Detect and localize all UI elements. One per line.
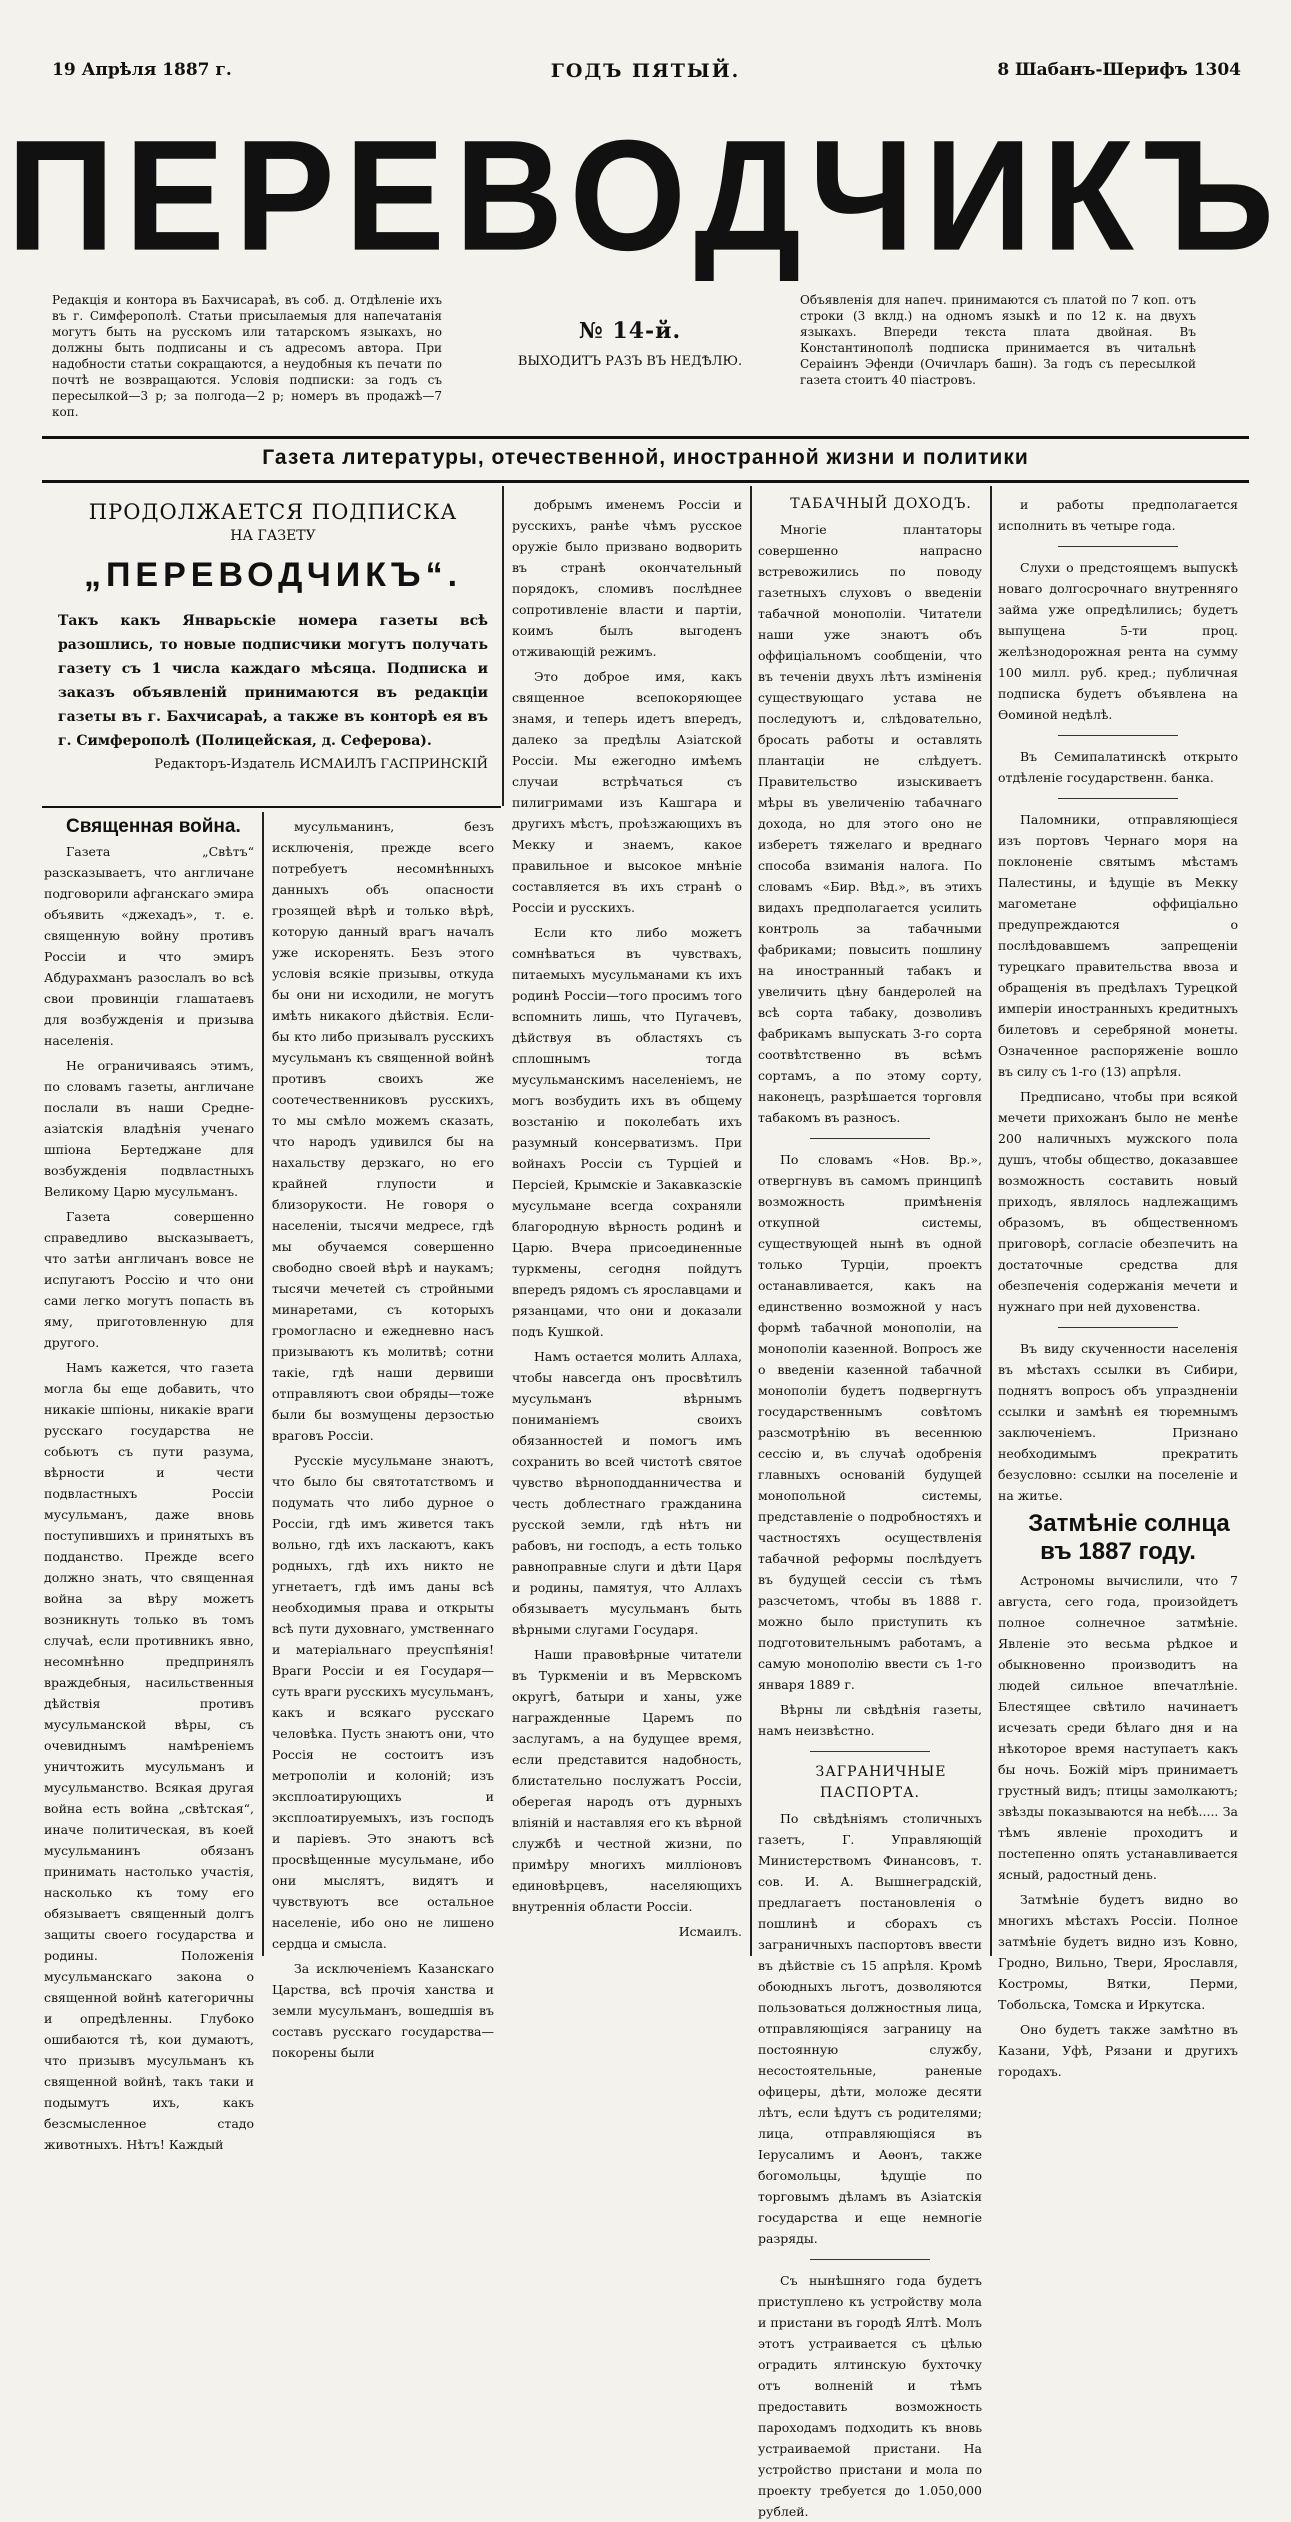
paragraph: По словамъ «Нов. Вр.», отвергнувъ въ самомъ принципѣ возможность примѣненія откупной системы, существующей нынѣ въ одной только Турціи, проектъ останавливается, какъ на единственно возможной у насъ формѣ табачной монополіи, на монополіи казенной. Вопросъ же о введеніи казенной табачной монополіи будетъ подвергнутъ государственнымъ совѣтомъ разсмотрѣнію въ весеннюю сессію и, въ случаѣ одобренія главныхъ основаній будущей монопольной системы, представленіе о подробностяхъ и частностяхъ осуществленія табачной реформы послѣдуетъ въ будущей сессіи съ тѣмъ разсчетомъ, чтобы въ 1888 г. можно было приступить къ подготовительнымъ работамъ, а самую монополію ввести съ 1-го января 1889 г. xyxy=(758,1152,982,1692)
subscription-notice xyxy=(58,500,488,772)
paragraph: Если кто либо можетъ сомнѣваться въ чувствахъ, питаемыхъ мусульманами къ ихъ родинѣ Россіи—того просимъ того вспомнить лишь, что Пугачевъ, дѣйствуя въ областяхъ съ сплошнымъ тогда мусульманскимъ населеніемъ, не могъ возбудить ихъ въ общему возстанію и поколебать ихъ разумный консерватизмъ. При войнахъ Россіи съ Турціей и Персіей, Крымскіе и Закавказскіе мусульмане всегда сохраняли благородную вѣрность родинѣ и Царю. Вчера присоединенные туркмены, сегодня пойдутъ впередъ рядомъ съ ярославцами и рязанцами, что они и доказали подъ Кушкой. xyxy=(512,925,742,1339)
paragraph: По свѣдѣніямъ столичныхъ газетъ, Г. Управляющій Министерствомъ Финансовъ, т. сов. И. А. Вышнеградскій, предлагаетъ постановленія о пошлинѣ и сборахъ съ заграничныхъ паспортовъ ввести въ дѣйствіе съ 15 апрѣля. Кромѣ обоюдныхъ льготъ, дозволяются пользоваться должностныя лица, отправляющіяся заграницу на постоянную службу, несостоятельные, раненые офицеры, дѣти, моложе десяти лѣтъ, если ѣдутъ съ родителями; лица, отправляющіяся въ Іерусалимъ и Аѳонъ, также богомольцы, ѣдущіе по торговымъ дѣламъ въ Азіатскія государства и еще немногіе разряды. xyxy=(758,1811,982,2246)
newspaper-title: ПЕРЕВОДЧИКЪ xyxy=(6,106,1285,284)
paragraph: Астрономы вычислили, что 7 августа, сего года, произойдетъ полное солнечное затмѣніе. Явленіе это весьма рѣдкое и обыкновенно производитъ на людей сильное впечатлѣніе. Блестящее свѣтило начинаетъ исчезать среди бѣлаго дня и на нѣкоторое время наступаетъ какъ бы ночь. Божій міръ принимаетъ грустный видъ; птицы замолкаютъ; звѣзды показываются на небѣ..... За тѣмъ явленіе проходитъ и постепенно опять устанавливается ясный, радостный день. xyxy=(998,1573,1238,1882)
paragraph: Паломники, отправляющіеся изъ портовъ Чернаго моря на поклоненіе святымъ мѣстамъ Палестины, и ѣдущіе въ Мекку магометане оффиціально предупреждаются о послѣдовавшемъ запрещеніи турецкаго правительства ввоза и обращенія въ предѣлахъ Турецкой имперіи иностранныхъ кредитныхъ билетовъ и серебряной монеты. Означенное распоряженіе вошло въ силу съ 1-го (13) апрѣля. xyxy=(998,812,1238,1079)
paragraph: добрымъ именемъ Россіи и русскихъ, ранѣе чѣмъ русское оружіе было призвано водворить въ странѣ окончательный порядокъ, сломивъ послѣднее сопротивленіе власти и партіи, коимъ былъ выгоденъ отживающій режимъ. xyxy=(512,497,742,659)
article-column-3 xyxy=(512,494,742,1956)
header-rule-bottom xyxy=(42,480,1249,483)
column-divider xyxy=(502,486,504,806)
subscription-subtitle: НА ГАЗЕТУ xyxy=(230,528,316,544)
editorial-info: Редакція и контора въ Бахчисараѣ, въ соб. д. Отдѣленіе ихъ въ г. Симферополѣ. Статьи присылаемыя для напечатанія могутъ быть на русскомъ или татарскомъ языкахъ, но должны быть подписаны и съ адресомъ автора. При надобности статьи сокращаются, а неудобныя къ печати по почтѣ не возвращаются. Условія подписки: за годъ съ пересылкой—3 р; за полгода—2 р; номеръ въ продажѣ—7 коп. xyxy=(52,293,442,419)
paragraph: Многіе плантаторы совершенно напрасно встревожились по поводу газетныхъ слуховъ о введеніи табачной монополіи. Читатели наши уже знаютъ объ оффиціальномъ сообщеніи, что въ теченіи двухъ лѣтъ изміненія существующаго устава не последуютъ и, слѣдовательно, бросать работы и оставлять плантаціи не слѣдуетъ. Правительство изыскиваетъ мѣры въ увеличенію табачнаго дохода, но для этого оно не изберетъ тяжелаго и вреднаго способа взиманія налога. По словамъ «Бир. Вѣд.», въ этихъ видахъ предполагается усилить контроль за табачными фабриками; повысить пошлину на иностранный табакъ и увеличить цѣну бандеролей на всѣ сорта табаку, дозволивъ фабрикамъ выпускать 3-го сорта соотвѣтственно въ всѣмъ сортамъ, а по этому сорту, наконецъ, разрѣшается торговля табакомъ въ разносъ. xyxy=(758,522,982,1125)
separator xyxy=(810,1751,930,1752)
separator xyxy=(1058,735,1178,736)
issue-number: № 14-й. xyxy=(578,318,682,344)
paragraph: Въ Семипалатинскѣ открыто отдѣленіе государственн. банка. xyxy=(998,749,1238,785)
paragraph: За исключеніемъ Казанскаго Царства, всѣ прочія ханства и земли мусульманъ, вошедшія въ составъ русскаго государства—покорены были xyxy=(272,1961,494,2060)
issue-date: 19 Апрѣля 1887 г. xyxy=(52,60,232,80)
paragraph: Затмѣніе будетъ видно во многихъ мѣстахъ Россіи. Полное затмѣніе будетъ видно изъ Ковно, Гродно, Вильно, Твери, Ярославля, Костромы, Вятки, Перми, Тобольска, Томска и Иркутска. xyxy=(998,1892,1238,2012)
article-title: ТАБАЧНЫЙ ДОХОДЪ. xyxy=(790,496,972,512)
article-title: ЗАГРАНИЧНЫЕ ПАСПОРТА. xyxy=(815,1764,947,1801)
separator xyxy=(1058,798,1178,799)
separator xyxy=(810,2259,930,2260)
publication-year: ГОДЪ ПЯТЫЙ. xyxy=(550,60,741,82)
paragraph: Оно будетъ также замѣтно въ Казани, Уфѣ, Рязани и другихъ городахъ. xyxy=(998,2022,1238,2079)
paragraph: Газета „Свѣтъ“ разсказываетъ, что англичане подговорили афганскаго эмира объявить «джехадъ», т. е. священную войну противъ Россіи и что эмиръ Абдурахманъ разослалъ во всѣ свои провинціи глашатаевъ для возбужденія и призыва населенія. xyxy=(44,844,254,1048)
column-divider xyxy=(262,812,264,1956)
paragraph: Предписано, чтобы при всякой мечети прихожанъ было не менѣе 200 наличныхъ мужского пола душъ, чтобы общество, доказавшее возможность составить новый приходъ, являлось надлежащимъ образомъ, въ общественномъ приговорѣ, согласіе обезпечить на достаточные средства для обезпеченія содержанія мечети и нужнаго при ней духовенства. xyxy=(998,1089,1238,1314)
paragraph: Это доброе имя, какъ священное всепокоряющее знамя, и теперь идетъ впередъ, далеко за предѣлы Азіатской Россіи. Мы ежегодно имѣемъ случаи встрѣчаться съ пилигримами изъ Кашгара и другихъ мѣстъ, проѣзжающихъ въ Мекку и знаемъ, какое правильное и высокое мнѣніе составляется въ ихъ странѣ о Россіи и русскихъ. xyxy=(512,669,742,915)
paragraph: и работы предполагается исполнить въ четыре года. xyxy=(998,497,1238,533)
paragraph: Намъ остается молить Аллаха, чтобы навсегда онъ просвѣтилъ мусульманъ вѣрнымъ пониманіемъ своихъ обязанностей и помогъ имъ сохранить во всей чистотѣ святое чувство вѣрноподданничества и честь доблестнаго гражданина русской земли, гдѣ нѣтъ ни рабовъ, ни господъ, а есть только равноправные слуги и дѣти Царя и родины, памятуя, что Аллахъ обязываетъ мусульманъ быть вѣрными слугами Государя. xyxy=(512,1349,742,1637)
separator xyxy=(1058,1327,1178,1328)
subscription-text: Такъ какъ Январьскіе номера газеты всѣ разошлись, то новые подписчики могутъ получать газету съ 1 числа каждаго мѣсяца. Подписка и заказъ объявленій принимаются въ редакціи газеты въ г. Бахчисараѣ, а также въ конторѣ ея въ г. Симферополѣ (Полицейская, д. Сеферова). xyxy=(58,613,488,749)
paragraph: Вѣрны ли свѣдѣнія газеты, намъ неизвѣстно. xyxy=(758,1702,982,1738)
issue-frequency: ВЫХОДИТЪ РАЗЪ ВЪ НЕДѢЛЮ. xyxy=(517,354,743,369)
paragraph: Газета совершенно справедливо высказываетъ, что затѣи англичанъ вовсе не испугаютъ Россію и что они сами легко могутъ попасть въ яму, приготовленную для другого. xyxy=(44,1209,254,1350)
subscription-title: ПРОДОЛЖАЕТСЯ ПОДПИСКА xyxy=(88,500,458,524)
article-title: Священная война. xyxy=(66,816,241,837)
separator xyxy=(810,1138,930,1139)
editor-publisher: Редакторъ-Издатель ИСМАИЛЪ ГАСПРИНСКІЙ xyxy=(154,757,488,772)
article-column-5 xyxy=(998,494,1238,2079)
section-rule xyxy=(42,806,501,808)
paragraph: Намъ кажется, что газета могла бы еще добавить, что никакіе шпіоны, никакіе враги русскаго государства не собьютъ съ пути разума, вѣрности и чести подвластныхъ Россіи мусульманъ, даже вновь поступившихъ и принятыхъ въ подданство. Прежде всего должно знать, что священная война за вѣру можетъ возникнуть только въ томъ случаѣ, если противникъ явно, несомнѣнно предпринялъ враждебныя, насильственныя дѣйствія противъ мусульманской вѣры, съ очевиднымъ намѣреніемъ уничтожить мусульманъ и мусульманство. Всякая другая война есть война „свѣтская“, иначе политическая, въ коей мусульманинъ обязанъ принимать настолько участія, насколько къ тому его обязываетъ священный долгъ защиты своего государства и родины. Положенія мусульманскаго закона о священной войнѣ категоричны и опредѣленны. Глубоко ошибаются тѣ, кои думаютъ, что призывъ мусульманъ къ священной войнѣ, такъ таки и подымутъ ихъ, какъ безсмысленное стадо животныхъ. Нѣтъ! Каждый xyxy=(44,1360,254,2152)
article-signature: Исмаилъ. xyxy=(678,1924,742,1939)
column-divider xyxy=(990,486,992,1956)
eclipse-title: Затмѣніе солнца въ 1887 году. xyxy=(1028,1510,1230,1565)
paragraph: Русскіе мусульмане знаютъ, что было бы святотатствомъ и подумать что либо дурное о Россіи, гдѣ имъ живется такъ вольно, гдѣ ихъ ласкаютъ, какъ родныхъ, гдѣ ихъ никто не угнетаетъ, гдѣ имъ даны всѣ необходимыя права и открыты всѣ пути духовнаго, умственнаго и матеріальнаго преуспѣянія! Враги Россіи и ея Государя—суть враги русскихъ мусульманъ, какъ и всякаго русскаго человѣка. Пусть знаютъ они, что Россія не состоитъ изъ метрополіи и колоній; изъ эксплоатирующихъ и эксплоатируемыхъ, изъ господъ и паріевъ. Это знаютъ всѣ просвѣщенные мусульмане, ибо они мыслятъ, видятъ и чувствуютъ все остальное населеніе, ибо оно не лишено сердца и смысла. xyxy=(272,1453,494,1951)
paragraph: мусульманинъ, безъ исключенія, прежде всего потребуетъ несомнѣнныхъ данныхъ объ опасности грозящей вѣрѣ и только вѣрѣ, которую данный врагъ началъ уже искоренять. Безъ этого условія всякіе призывы, откуда бы они ни исходили, не могутъ имѣть никакого дѣйствія. Если-бы кто либо призывалъ русскихъ мусульманъ къ священной войнѣ противъ своихъ же соотечественниковъ русскихъ, то мы смѣло можемъ сказать, что народъ удивился бы на нахальству дерзкаго, но его крайней глупости и близорукости. Не говоря о населеніи, тысячи медресе, гдѣ мы обучаемся совершенно свободно своей вѣрѣ и наукамъ; тысячи мечетей съ стройными минаретами, съ которыхъ громогласно и ежедневно насъ призываютъ къ молитвѣ; сотни такіе, гдѣ наши дервиши отправляютъ свои обряды—тоже были бы возмущены дерзостью враговъ Россіи. xyxy=(272,819,494,1443)
article-holy-war-continued xyxy=(272,816,494,2060)
hijri-date: 8 Шабанъ-Шерифъ 1304 xyxy=(997,60,1241,80)
paragraph: Не ограничиваясь этимъ, по словамъ газеты, англичане послали въ наши Средне-азіатскія владѣнія ученаго шпіона Бертеджане для возбужденія подвластныхъ Великому Царю мусульманъ. xyxy=(44,1058,254,1199)
separator xyxy=(1058,546,1178,547)
paragraph: Слухи о предстоящемъ выпускѣ новаго долгосрочнаго внутренняго займа уже опредѣлились; будетъ выпущена 5-ти проц. желѣзнодорожная рента на сумму 100 милл. руб. кред.; публичная подписка будетъ объявлена на Ѳоминой недѣлѣ. xyxy=(998,560,1238,722)
paragraph: Съ нынѣшняго года будетъ приступлено къ устройству мола и пристани въ городѣ Ялтѣ. Молъ этотъ устраивается съ цѣлью оградить ялтинскую бухточку отъ волненій и тѣмъ предоставить возможность пароходамъ подходить къ вновь устраиваемой пристани. На устройство пристани и мола по проекту требуется до 1.050,000 рублей. xyxy=(758,2273,982,2519)
header-rule-top xyxy=(42,436,1249,439)
subscription-newspaper-name: „ПЕРЕВОДЧИКЪ“. xyxy=(83,556,463,594)
article-holy-war xyxy=(44,816,254,2152)
newspaper-tagline: Газета литературы, отечественной, иностранной жизни и политики xyxy=(262,446,1029,469)
column-divider xyxy=(750,486,752,1956)
issue-box xyxy=(510,318,750,369)
paragraph: Въ виду скученности населенія въ мѣстахъ ссылки въ Сибири, поднятъ вопросъ объ упраздненіи ссылки и замѣнѣ ея тюремнымъ заключеніемъ. Признано необходимымъ прекратить безусловно: ссылки на поселеніе и на житье. xyxy=(998,1341,1238,1503)
advertising-info: Объявленія для напеч. принимаются съ платой по 7 коп. отъ строки (3 вклд.) на одномъ языкѣ и по 12 к. на двухъ языкахъ. Впереди текста плата двойная. Въ Константинополѣ подписка принимается въ читальнѣ Сераіинъ Эфенди (Очичларъ башн). За годъ съ пересылкой газета стоитъ 40 піастровъ. xyxy=(800,293,1196,387)
article-tobacco xyxy=(758,494,982,2519)
paragraph: Наши правовѣрные читатели въ Туркменіи и въ Мервскомъ округѣ, батыри и ханы, уже награжденные Царемъ по заслугамъ, а на будущее время, если представится надобность, блистательно послужатъ Россіи, оберегая народъ отъ дурныхъ вліяній и наставляя его къ вѣрной службѣ и честной жизни, по примѣру многихъ милліоновъ единовѣрцевъ, населяющихъ внутреннія области Россіи. xyxy=(512,1647,742,1914)
